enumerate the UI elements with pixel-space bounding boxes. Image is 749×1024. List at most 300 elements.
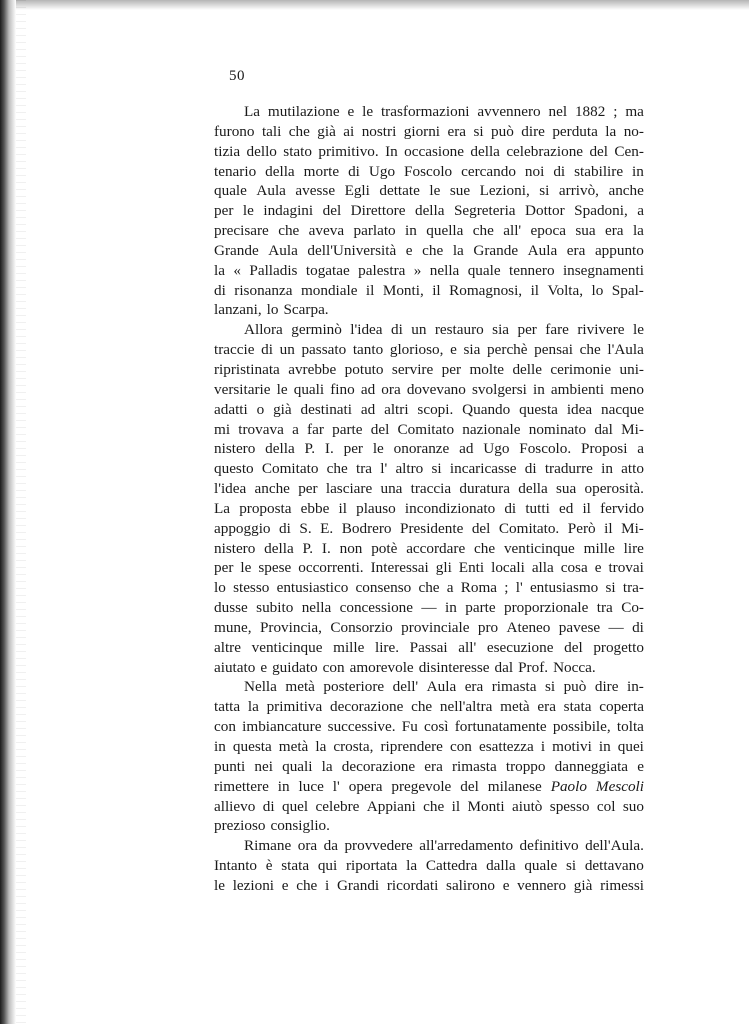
word: per: [441, 360, 462, 378]
word: in: [277, 777, 290, 795]
word: cosa: [560, 559, 588, 577]
word: per: [214, 202, 234, 220]
text-line: [214, 757, 644, 777]
word: il: [604, 519, 613, 537]
word: quel: [281, 797, 309, 815]
word: occasione: [404, 142, 465, 160]
word: che: [423, 797, 445, 815]
word: far: [307, 420, 324, 438]
word: Nella: [244, 678, 277, 696]
word: sua: [556, 480, 577, 498]
word: sia: [492, 321, 510, 339]
word: Presidente: [400, 519, 464, 537]
word: adatti: [214, 400, 248, 418]
word: Foscolo.: [519, 440, 572, 458]
text-line: [214, 578, 644, 598]
word: punti: [214, 757, 246, 775]
word: meno: [610, 380, 644, 398]
word: P.: [304, 440, 316, 458]
word: luce: [298, 777, 324, 795]
text-line: [214, 420, 644, 440]
word: «: [233, 261, 241, 279]
body-text: [214, 102, 644, 896]
word: e: [450, 341, 457, 359]
word: tali: [261, 122, 282, 140]
word: tizia: [214, 142, 241, 160]
word: era: [424, 757, 443, 775]
word: della: [264, 539, 294, 557]
word: tradurre: [544, 460, 593, 478]
word: i: [325, 876, 330, 894]
word: Palladis: [249, 261, 298, 279]
word: furono: [214, 122, 255, 140]
word: dell': [392, 678, 419, 696]
word: Scarpa.: [283, 301, 329, 319]
word: era: [447, 122, 467, 140]
word: proposta: [239, 499, 292, 517]
word: il: [451, 797, 461, 815]
word: Spal-: [611, 281, 644, 299]
word: rimessi: [600, 876, 644, 894]
word: consiglio.: [270, 817, 330, 835]
word: riportata: [345, 857, 398, 875]
word: un: [279, 341, 295, 359]
word: in: [601, 460, 613, 478]
text-line: [214, 797, 644, 817]
word: sue: [449, 182, 471, 200]
word: Proposi: [581, 440, 628, 458]
word: la: [452, 241, 464, 259]
word: già: [317, 122, 336, 140]
word: onoranze: [393, 440, 450, 458]
word: il: [582, 499, 591, 517]
text-line: [214, 340, 644, 360]
word: quella: [426, 222, 464, 240]
word: mune,: [214, 618, 252, 636]
word: delle: [512, 360, 542, 378]
word: celebrazione: [506, 142, 584, 160]
word: Foscolo: [404, 162, 453, 180]
word: le: [632, 321, 644, 339]
word: E.: [320, 519, 334, 537]
word: ma: [625, 103, 644, 120]
word: all': [503, 222, 522, 240]
word: dal: [494, 658, 514, 676]
word: di: [390, 321, 403, 339]
word: definitivo: [519, 837, 579, 855]
word: potuto: [344, 360, 384, 378]
word: e: [260, 658, 268, 676]
word: le: [429, 182, 441, 200]
word: appunto: [594, 241, 644, 259]
word: con: [449, 738, 472, 755]
word: Direttore: [350, 202, 406, 220]
word: in: [214, 738, 226, 755]
word: della: [518, 480, 548, 498]
word: aiutò: [512, 797, 543, 815]
word: si: [605, 579, 616, 597]
word: da: [323, 837, 338, 855]
word: la: [605, 122, 617, 140]
word: opera: [348, 777, 383, 795]
word: anche: [608, 182, 644, 200]
word: Egli: [344, 182, 370, 200]
word: o: [256, 400, 265, 418]
word: dire: [594, 678, 619, 696]
text-line: [214, 201, 644, 221]
word: passato: [301, 341, 347, 359]
word: Roma: [460, 579, 498, 597]
word: l'idea: [214, 480, 247, 498]
word: trasformazioni: [380, 103, 470, 120]
word: questo: [214, 460, 254, 478]
word: l'idea: [350, 321, 383, 339]
word: era: [537, 698, 556, 716]
word: lo: [266, 301, 279, 319]
word: a: [637, 202, 644, 220]
word: di: [214, 281, 226, 299]
word: mi: [214, 420, 231, 438]
word: la: [247, 698, 259, 716]
word: ora: [381, 380, 401, 398]
text-line: [214, 102, 644, 122]
text-line: [214, 142, 644, 162]
word: stesso: [233, 579, 270, 597]
word: crosta,: [333, 738, 374, 755]
word: Enti: [458, 559, 485, 577]
word: fortunatamente: [454, 718, 547, 736]
word: non: [339, 539, 363, 557]
word: Aula: [426, 678, 457, 696]
word: I.: [321, 539, 331, 557]
word: tra-: [622, 579, 644, 597]
word: dire: [521, 122, 545, 140]
text-line: [214, 261, 644, 281]
word: parte: [332, 420, 363, 438]
word: di: [279, 519, 291, 537]
text-line: [214, 777, 644, 797]
word: con: [322, 658, 345, 676]
word: primitivo.: [318, 142, 379, 160]
word: la: [315, 738, 327, 755]
word: riprendere: [380, 738, 443, 755]
word: accordare: [406, 539, 466, 557]
page-number: 50: [229, 68, 245, 84]
word: quale: [467, 261, 501, 279]
word: e: [405, 241, 413, 259]
word: di: [261, 341, 273, 359]
text-line: [214, 737, 644, 757]
word: entusiastico: [276, 579, 349, 597]
word: scopi.: [417, 400, 454, 418]
text-line: [214, 162, 644, 182]
word: giorni: [403, 122, 441, 140]
word: già: [273, 400, 292, 418]
word: salirono: [446, 876, 495, 894]
word: precisare: [214, 222, 269, 240]
word: a: [637, 440, 644, 458]
word: insegnamenti: [562, 261, 644, 279]
word: in: [445, 599, 457, 617]
word: la: [632, 222, 644, 240]
word: era: [464, 678, 484, 696]
word: tatta: [214, 698, 241, 716]
word: proporzionale: [504, 599, 589, 617]
text-line: [214, 717, 644, 737]
word: si: [565, 857, 577, 875]
text-line: [214, 300, 644, 320]
scan-binding-edge: [0, 0, 16, 1024]
word: e: [637, 757, 644, 775]
text-line: [214, 320, 644, 340]
word: Monti: [467, 797, 505, 815]
text-line: [214, 638, 644, 658]
word: in: [532, 380, 545, 398]
word: germinò: [291, 321, 342, 339]
word: guidato: [272, 658, 318, 676]
word: che: [472, 222, 494, 240]
word: altri: [384, 400, 409, 418]
word: operosità.: [584, 480, 644, 498]
word: duratura: [459, 480, 510, 498]
text-line: [214, 539, 644, 559]
word: questa: [519, 400, 558, 418]
word: la: [406, 857, 418, 875]
word: la: [214, 261, 225, 279]
word: Mescoli: [595, 777, 644, 795]
word: nei: [254, 757, 273, 775]
word: P.: [302, 539, 314, 557]
word: Grande: [214, 241, 259, 259]
word: l'Aula: [607, 341, 644, 359]
word: nacque: [600, 400, 644, 418]
word: che: [422, 241, 444, 259]
word: pensai: [534, 341, 573, 359]
word: l': [380, 460, 388, 478]
word: ad: [459, 440, 474, 458]
word: Aula: [527, 241, 558, 259]
word: metà: [500, 698, 530, 716]
word: dell'Aula.: [585, 837, 644, 855]
word: il: [365, 281, 375, 299]
word: nostri: [361, 122, 397, 140]
word: dettavano: [584, 857, 644, 875]
word: nominato: [528, 420, 587, 438]
word: parlato: [353, 222, 396, 240]
text-line: [214, 836, 644, 856]
text-line: [214, 241, 644, 261]
word: coperta: [599, 698, 644, 716]
word: le: [240, 559, 252, 577]
word: in: [632, 162, 644, 180]
word: destinati: [300, 400, 352, 418]
word: è: [265, 857, 273, 875]
word: provinciale: [401, 618, 470, 636]
word: Volta,: [547, 281, 584, 299]
word: traccie: [214, 341, 255, 359]
word: ad: [360, 380, 376, 398]
word: mondiale: [300, 281, 358, 299]
word: le: [214, 876, 225, 894]
word: arrivò,: [558, 182, 599, 200]
word: si: [539, 182, 550, 200]
word: traccia: [410, 480, 452, 498]
word: cerimonie: [550, 360, 612, 378]
text-line: [214, 122, 644, 142]
word: dusse: [214, 599, 248, 617]
word: tra: [355, 460, 372, 478]
word: avesse: [295, 182, 336, 200]
text-line: [214, 221, 644, 241]
word: incondizionato: [404, 499, 496, 517]
word: Rimane: [244, 837, 292, 855]
word: primitiva: [266, 698, 323, 716]
word: —: [421, 599, 437, 617]
word: sua: [575, 222, 596, 240]
word: già: [573, 876, 593, 894]
word: atto: [621, 460, 644, 478]
word: Grandi: [336, 876, 380, 894]
word: alla: [531, 559, 554, 577]
text-line: [214, 677, 644, 697]
word: lire: [623, 539, 644, 557]
text-line: [214, 360, 644, 380]
text-line: [214, 400, 644, 420]
word: di: [632, 618, 644, 636]
word: trovava: [238, 420, 284, 438]
word: col: [596, 797, 616, 815]
word: decorazione: [330, 698, 404, 716]
word: l': [515, 579, 523, 597]
word: Spadoni,: [574, 202, 628, 220]
word: vennero: [517, 876, 567, 894]
word: spese: [258, 559, 292, 577]
word: I.: [324, 440, 334, 458]
word: e: [281, 876, 289, 894]
word: che: [326, 460, 348, 478]
text-line: [214, 658, 644, 678]
word: ricordati: [386, 876, 439, 894]
word: a: [446, 579, 454, 597]
word: palestra: [358, 261, 406, 279]
word: provvedere: [344, 837, 413, 855]
word: e: [347, 103, 355, 120]
word: nistero: [214, 440, 256, 458]
text-line: [214, 816, 644, 836]
word: indagini: [263, 202, 314, 220]
word: venticinque: [503, 539, 575, 557]
word: di: [524, 460, 537, 478]
word: lanzani,: [214, 301, 262, 319]
word: tutti: [525, 499, 550, 517]
word: in-: [626, 678, 644, 696]
word: della: [414, 202, 445, 220]
word: l': [332, 777, 340, 795]
text-line: [214, 479, 644, 499]
word: noi: [524, 162, 545, 180]
word: in: [598, 738, 611, 755]
word: rivivere: [577, 321, 625, 339]
word: Co-: [621, 599, 644, 617]
word: incaricasse: [449, 460, 517, 478]
word: entusiasmo: [529, 579, 599, 597]
word: Consorzio: [330, 618, 393, 636]
word: dell'Università: [307, 241, 397, 259]
word: si: [544, 678, 556, 696]
word: plauso: [356, 499, 396, 517]
word: altro: [395, 460, 424, 478]
word: della: [265, 162, 295, 180]
word: della: [265, 440, 295, 458]
text-line: [214, 519, 644, 539]
text-line: [214, 499, 644, 519]
word: pro: [477, 618, 499, 636]
word: del: [460, 777, 479, 795]
word: Lezioni,: [479, 182, 530, 200]
word: e: [594, 559, 602, 577]
word: Quando: [462, 400, 511, 418]
word: tolta: [616, 718, 644, 736]
word: Grande: [473, 241, 519, 259]
word: di: [504, 499, 517, 517]
word: Ugo: [368, 162, 396, 180]
word: che: [296, 876, 318, 894]
word: milanese: [487, 777, 542, 795]
text-line: [214, 459, 644, 479]
word: avrebbe: [288, 360, 337, 378]
word: occorrenti.: [298, 559, 364, 577]
word: locali: [491, 559, 525, 577]
word: imbiancature: [242, 718, 322, 736]
word: dello: [246, 142, 277, 160]
word: decorazione: [341, 757, 416, 775]
word: aiutato: [214, 658, 256, 676]
word: nistero: [214, 539, 256, 557]
word: rimasta: [451, 757, 497, 775]
word: Aula: [268, 241, 298, 259]
word: perchè: [487, 341, 528, 359]
word: parte: [465, 599, 496, 617]
word: Interessai: [370, 559, 429, 577]
text-line: [214, 618, 644, 638]
text-line: [214, 856, 644, 876]
word: sia: [463, 341, 481, 359]
word: Intanto: [214, 857, 258, 875]
word: può: [491, 122, 514, 140]
word: in: [405, 222, 417, 240]
word: ambienti: [550, 380, 605, 398]
word: La: [214, 499, 231, 517]
word: lire.: [374, 638, 400, 656]
word: Ugo: [483, 440, 510, 458]
word: quei: [617, 738, 644, 755]
word: Mi-: [621, 519, 644, 537]
word: molte: [469, 360, 505, 378]
word: fervido: [600, 499, 644, 517]
word: di: [553, 162, 566, 180]
word: Aula: [256, 182, 286, 200]
word: era: [566, 241, 586, 259]
word: che: [579, 341, 601, 359]
word: nella: [301, 599, 332, 617]
word: fino: [330, 380, 355, 398]
word: ai: [343, 122, 355, 140]
word: ripristinata: [214, 360, 280, 378]
word: che: [411, 698, 433, 716]
text-line: [214, 439, 644, 459]
word: Mi-: [621, 420, 644, 438]
word: togatae: [305, 261, 350, 279]
